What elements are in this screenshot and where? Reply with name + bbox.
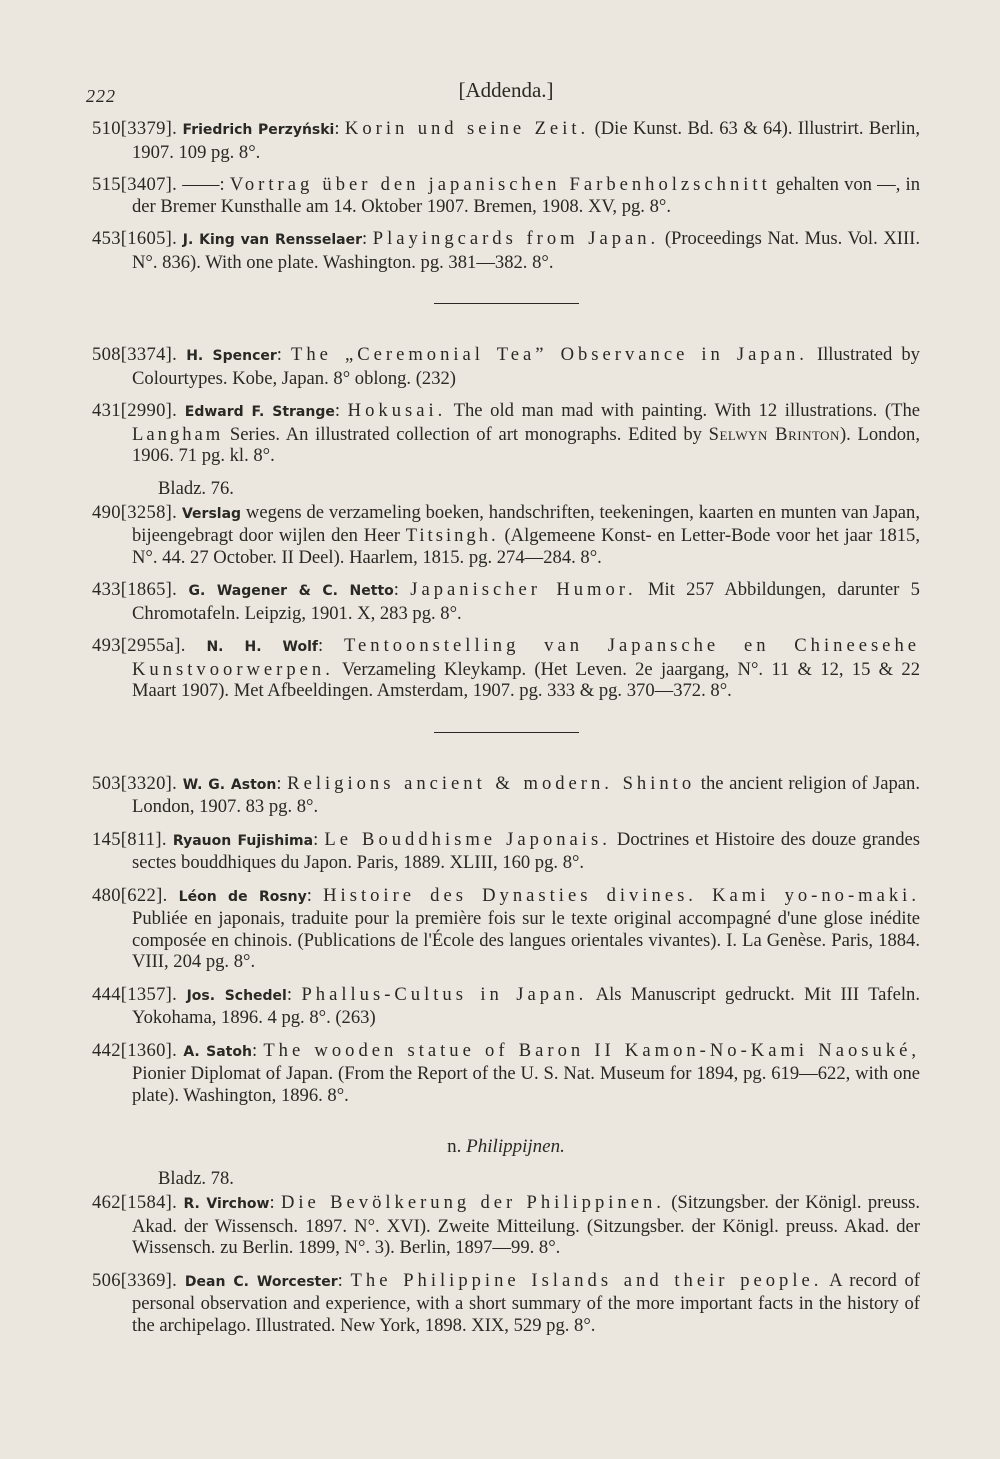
entry-number: 506[3369]. bbox=[92, 1269, 178, 1291]
entry-number: 515[3407]. bbox=[92, 174, 178, 195]
entry-title: Die Bevölkerung der Philippinen. bbox=[280, 1192, 665, 1213]
bib-entry-schedel: 444[1357]. Jos. Schedel: Phallus-Cultus in Japan. Als Manuscript gedruckt. Mit III Tafeln. Yokohama, 1896. 4 pg. 8°. (263) bbox=[92, 983, 920, 1028]
entry-author: N. H. Wolf bbox=[206, 639, 319, 655]
section-name: Philippijnen. bbox=[466, 1136, 565, 1157]
entry-number: 480[622]. bbox=[92, 884, 168, 906]
entry-details: Doctrines et Histoire des douze grandes sectes bouddhiques du Japon. Paris, 1889. XLIII, 160 pg. 8°. bbox=[132, 828, 920, 873]
entry-title: Le Bouddhisme Japonais. bbox=[324, 828, 611, 850]
entry-details: the ancient religion of Japan. London, 1907. 83 pg. 8°. bbox=[132, 772, 921, 817]
bib-entry-virchow: 462[1584]. R. Virchow: Die Bevölkerung der Philippinen. (Sitzungsber. der Königl. preuss. Akad. der Wissensch. 1897. N°. XVI). Zweite Mitteilung. (Sitzungsber. der Königl. preuss. Akad. der Wissensch. zu Berlin. 1899, N°. 3). Berlin, 1897—99. 8°. bbox=[92, 1192, 920, 1258]
person-name: Titsingh. bbox=[405, 525, 499, 546]
entry-details: (Sitzungsber. der Königl. preuss. Akad. der Wissensch. 1897. N°. XVI). Zweite Mitteilung. (Sitzungsber. der Königl. preuss. Akad. der Wissensch. zu Berlin. 1899, N°. 3). Berlin, 1897—99. 8°. bbox=[132, 1192, 920, 1258]
entry-title: The wooden statue of Baron II Kamon-No-Kami Naosuké, bbox=[263, 1039, 920, 1061]
entry-number: 508[3374]. bbox=[92, 344, 178, 365]
entry-details: A record of personal observation and experience, with a short summary of the more important facts in the history of the archipelago. Illustrated. New York, 1898. XIX, 529 pg. 8°. bbox=[132, 1269, 920, 1336]
entry-number: 462[1584]. bbox=[92, 1192, 178, 1213]
entry-title: Religions ancient & modern. Shinto bbox=[287, 772, 696, 794]
entry-title: The „Ceremonial Tea” Observance in Japan. bbox=[291, 344, 808, 365]
page-reference: Bladz. 78. bbox=[158, 1168, 234, 1189]
entry-title: Hokusai. bbox=[347, 400, 447, 421]
entry-details: Mit 257 Abbildungen, darunter 5 Chromotafeln. Leipzig, 1901. X, 283 pg. 8°. bbox=[132, 579, 920, 624]
bib-entry-verslag: 490[3258]. Verslag wegens de verzameling boeken, handschriften, teekeningen, kaarten en munten van Japan, bijeengebragt door wijlen den Heer Titsingh. (Algemeene Konst- en Letter-Bode voor het jaar 1815, N°. 44. 27 October. II Deel). Haarlem, 1815. pg. 274—284. 8°. bbox=[92, 501, 920, 568]
section-divider bbox=[434, 732, 579, 733]
entry-author: Léon de Rosny bbox=[178, 888, 307, 905]
entry-author: Ryauon Fujishima bbox=[172, 832, 314, 849]
editor-name: Selwyn Brinton bbox=[708, 423, 840, 445]
series-name: Langham bbox=[132, 423, 224, 445]
bib-entry-worcester: 506[3369]. Dean C. Worcester: The Philippine Islands and their people. A record of personal observation and experience, with a short summary of the more important facts in the history of the archipelago. Illustrated. New York, 1898. XIX, 529 pg. 8°. bbox=[92, 1269, 920, 1336]
page-number: 222 bbox=[86, 86, 116, 106]
bib-entry-perzynski-vortrag: 515[3407]. ——: Vortrag über den japanischen Farbenholzschnitt gehalten von —, in der Bremer Kunsthalle am 14. Oktober 1907. Bremen, 1908. XV, pg. 8°. bbox=[92, 174, 920, 217]
entry-number: 490[3258]. bbox=[92, 501, 178, 523]
entry-number: 453[1605]. bbox=[92, 228, 178, 249]
entry-title: Japanischer Humor. bbox=[410, 579, 637, 600]
entry-author: H. Spencer bbox=[186, 348, 277, 364]
bib-entry-spencer: 508[3374]. H. Spencer: The „Ceremonial Tea” Observance in Japan. Illustrated by Colourtypes. Kobe, Japan. 8° oblong. (232) bbox=[92, 344, 920, 389]
bib-entry-satoh: 442[1360]. A. Satoh: The wooden statue of Baron II Kamon-No-Kami Naosuké, Pionier Diplomat of Japan. (From the Report of the U. S. Nat. Museum for 1894, pg. 619—622, with one plate). Washington, 1896. 8°. bbox=[92, 1039, 920, 1106]
entry-number: 444[1357]. bbox=[92, 983, 178, 1005]
entry-author: Verslag bbox=[181, 505, 242, 522]
page-reference: Bladz. 76. bbox=[158, 477, 234, 499]
entry-author: Dean C. Worcester bbox=[184, 1273, 338, 1290]
entry-details: Publiée en japonais, traduite pour la première fois sur le texte original accompagné d'une glose inédite composée en chinois. (Publications de l'École des langues orientales vivantes). I. La Genèse. Paris, 1884. VIII, 204 pg. 8°. bbox=[132, 908, 920, 972]
entry-author: Jos. Schedel bbox=[186, 987, 287, 1004]
entry-number: 442[1360]. bbox=[92, 1039, 178, 1061]
entry-title: Playingcards from Japan. bbox=[372, 228, 660, 249]
entry-author: G. Wagener & C. Netto bbox=[188, 583, 394, 599]
entry-title: Korin und seine Zeit. bbox=[344, 118, 590, 139]
bib-entry-wagener: 433[1865]. G. Wagener & C. Netto: Japanischer Humor. Mit 257 Abbildungen, darunter 5 Chromotafeln. Leipzig, 1901. X, 283 pg. 8°. bbox=[92, 579, 920, 624]
entry-details: Verzameling Kleykamp. (Het Leven. 2e jaargang, N°. 11 & 12, 15 & 22 Maart 1907). Met Afbeeldingen. Amsterdam, 1907. pg. 333 & pg. 370—372. 8°. bbox=[132, 658, 920, 701]
bib-entry-rosny: 480[622]. Léon de Rosny: Histoire des Dynasties divines. Kami yo-no-maki. Publiée en japonais, traduite pour la première fois sur le texte original accompagné d'une glose inédite composée en chinois. (Publications de l'École des langues orientales vivantes). I. La Genèse. Paris, 1884. VIII, 204 pg. 8°. bbox=[92, 884, 920, 972]
entry-title: Phallus-Cultus in Japan. bbox=[301, 983, 588, 1005]
entry-title: Vortrag über den japanischen Farbenholzschnitt bbox=[229, 174, 771, 195]
entry-title: Tentoonstelling van Japansche en Chineesehe Kunstvoorwerpen. bbox=[132, 635, 920, 680]
bib-entry-fujishima: 145[811]. Ryauon Fujishima: Le Bouddhisme Japonais. Doctrines et Histoire des douze grandes sectes bouddhiques du Japon. Paris, 1889. XLIII, 160 pg. 8°. bbox=[92, 828, 920, 873]
section-divider bbox=[434, 303, 579, 304]
entry-author: W. G. Aston bbox=[182, 776, 277, 793]
entry-title: Histoire des Dynasties divines. Kami yo-no-maki. bbox=[323, 884, 920, 906]
entry-author: A. Satoh bbox=[183, 1043, 252, 1060]
entry-details: (Proceedings Nat. Mus. Vol. XIII. N°. 836). With one plate. Washington. pg. 381—382. 8°. bbox=[132, 228, 920, 273]
entry-number: 510[3379]. bbox=[92, 118, 178, 139]
entry-details: gehalten von —, in der Bremer Kunsthalle am 14. Oktober 1907. Bremen, 1908. XV, pg. 8°. bbox=[132, 174, 920, 217]
entry-details: Als Manuscript gedruckt. Mit III Tafeln. Yokohama, 1896. 4 pg. 8°. (263) bbox=[132, 983, 920, 1028]
bib-entry-wolf: 493[2955a]. N. H. Wolf: Tentoonstelling van Japansche en Chineesehe Kunstvoorwerpen. Verzameling Kleykamp. (Het Leven. 2e jaargang, N°. 11 & 12, 15 & 22 Maart 1907). Met Afbeeldingen. Amsterdam, 1907. pg. 333 & pg. 370—372. 8°. bbox=[92, 635, 920, 701]
entry-details: Pionier Diplomat of Japan. (From the Report of the U. S. Nat. Museum for 1894, pg. 619—622, with one plate). Washington, 1896. 8°. bbox=[132, 1063, 920, 1106]
bib-entry-aston: 503[3320]. W. G. Aston: Religions ancient & modern. Shinto the ancient religion of Japan. London, 1907. 83 pg. 8°. bbox=[92, 772, 921, 817]
entry-author: J. King van Rensselaer bbox=[182, 232, 363, 248]
entry-details: Illustrated by Colourtypes. Kobe, Japan. 8° oblong. (232) bbox=[132, 344, 920, 389]
bib-entry-rensselaer: 453[1605]. J. King van Rensselaer: Playingcards from Japan. (Proceedings Nat. Mus. Vol. XIII. N°. 836). With one plate. Washington. pg. 381—382. 8°. bbox=[92, 228, 920, 273]
entry-details: (Die Kunst. Bd. 63 & 64). Illustrirt. Berlin, 1907. 109 pg. 8°. bbox=[132, 118, 920, 163]
entry-author: R. Virchow bbox=[183, 1196, 270, 1212]
entry-number: 493[2955a]. bbox=[92, 635, 186, 656]
entry-number: 503[3320]. bbox=[92, 772, 178, 794]
entry-number: 433[1865]. bbox=[92, 579, 178, 600]
page-header bbox=[86, 78, 920, 118]
entry-author: Edward F. Strange bbox=[184, 404, 335, 420]
entry-author: Friedrich Perzyński bbox=[182, 122, 335, 138]
entry-number: 145[811]. bbox=[92, 828, 167, 850]
bib-entry-strange: 431[2990]. Edward F. Strange: Hokusai. The old man mad with painting. With 12 illustrations. (The Langham Series. An illustrated collection of art monographs. Edited by Selwyn Brinton). London, 1906. 71 pg. kl. 8°. bbox=[92, 400, 920, 466]
entry-author: —— bbox=[182, 174, 220, 195]
bib-entry-perzynski: 510[3379]. Friedrich Perzyński: Korin und seine Zeit. (Die Kunst. Bd. 63 & 64). Illustrirt. Berlin, 1907. 109 pg. 8°. bbox=[92, 118, 920, 163]
entry-title: The Philippine Islands and their people. bbox=[350, 1269, 823, 1291]
entry-number: 431[2990]. bbox=[92, 400, 178, 421]
section-heading: n. Philippijnen. bbox=[447, 1136, 565, 1157]
running-head: [Addenda.] bbox=[458, 78, 554, 102]
